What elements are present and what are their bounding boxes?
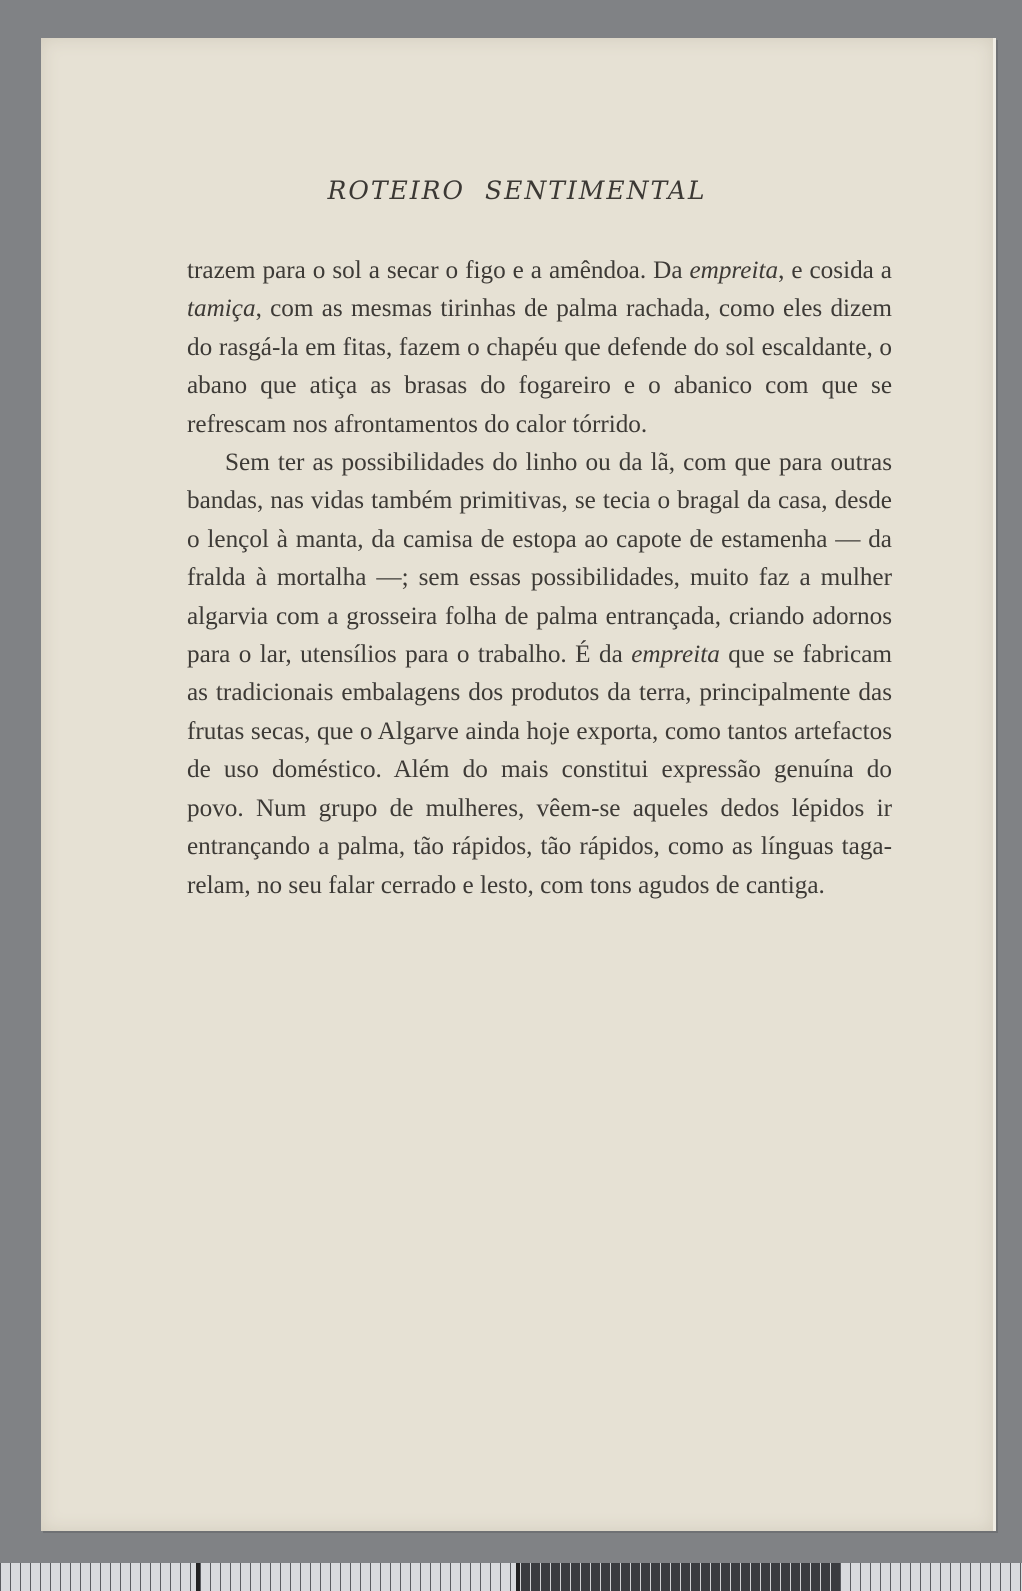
scale-ruler (0, 1563, 1022, 1591)
text-run: Sem ter as possibilidades do linho ou da lã, com que para outras bandas, nas vidas também primitivas, se tecia o bragal da casa, desde o lençol à manta, da camisa de estopa ao capote de estamenha — da fralda à mortalha —; sem essas possibilidades, muito faz a mulher algarvia com a grosseira folha de palma entrançada, criando adornos para o lar, utensílios para o trabalho. É da (187, 449, 892, 669)
text-run: , e cosida a (778, 257, 892, 284)
running-head-word-2: SENTIMENTAL (484, 176, 707, 205)
italic-term-empreita: empreita (631, 641, 720, 669)
ruler-segment-light (0, 1563, 520, 1591)
text-run: que se fabricam as tradicionais embalagens dos produtos da terra, principalmente das frutas secas, que o Algarve ainda hoje exporta, como tantos artefactos de uso doméstico. Além do mais constitui expressão genuína do povo. Num grupo de mulheres, vêem-se aqueles dedos lépidos ir entrançando a palma, tão rápidos, tão rápidos, como as línguas taga- relam, no seu falar cerrado e lesto, com tons agudos de cantiga. (187, 641, 892, 899)
paragraph-1 (187, 252, 892, 444)
running-head-word-1: ROTEIRO (327, 176, 465, 205)
italic-term-tamica: tamiça (187, 295, 256, 323)
ruler-segment-dark (520, 1563, 840, 1591)
book-page (41, 38, 996, 1531)
italic-term-empreita: empreita (689, 257, 779, 284)
text-run: , com as mesmas tirinhas de palma rachada, como eles dizem do rasgá-la em fitas, fazem o chapéu que defende do sol escaldante, o abano que atiça as brasas do fogareiro e o abanico com que se refrescam nos afrontamentos do calor tórrido. (187, 295, 892, 438)
body-text (187, 252, 892, 905)
ruler-segment-light-end (840, 1563, 1022, 1591)
ruler-mark (196, 1563, 200, 1591)
text-run: trazem para o sol a secar o figo e a amêndoa. Da (187, 257, 690, 284)
running-head (41, 176, 993, 205)
paragraph-2 (187, 444, 892, 905)
ruler-mark (516, 1563, 520, 1591)
